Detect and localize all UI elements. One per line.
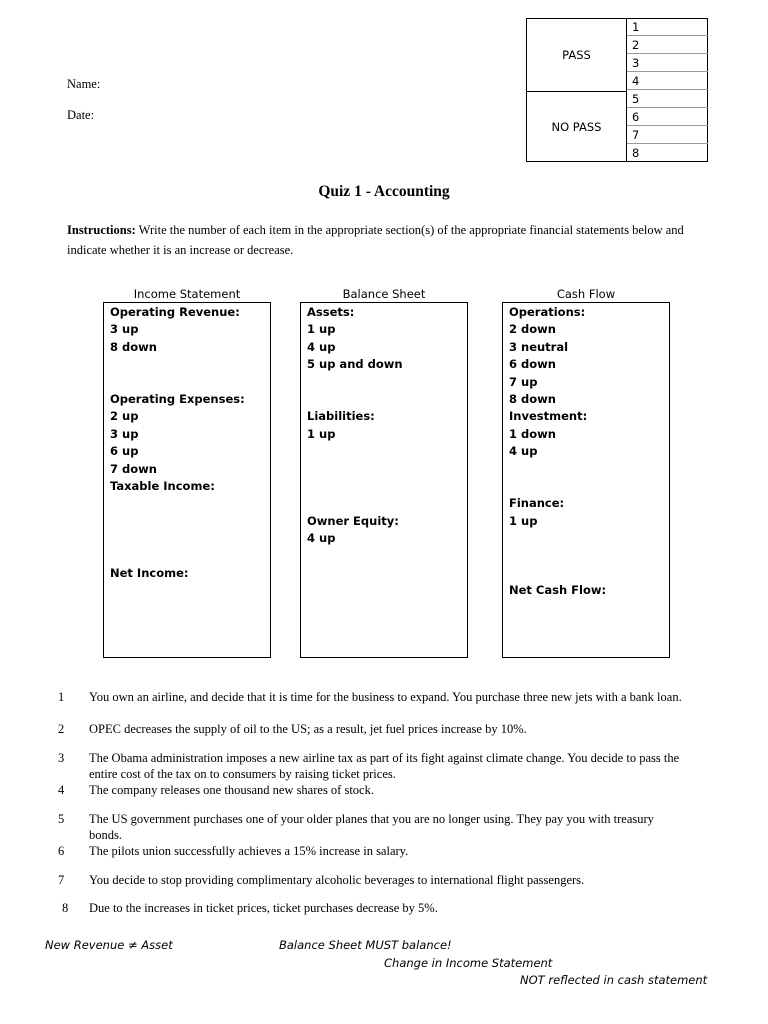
statement-line: 7 up xyxy=(509,374,538,389)
grade-cell: 3 xyxy=(627,55,708,72)
statement-line: Finance: xyxy=(509,496,565,511)
statement-line: 1 down xyxy=(509,426,556,441)
statement-line: Assets: xyxy=(307,305,355,319)
instructions-text: Write the number of each item in the appropriate section(s) of the appropriate financial statements below and indicate whether it is an increase or decrease. xyxy=(67,223,684,257)
statement-line: 7 down xyxy=(110,461,157,476)
statement-line: 2 up xyxy=(110,409,139,424)
statement-line: Investment: xyxy=(509,409,588,424)
statement-line: 3 neutral xyxy=(509,339,569,354)
page-title: Quiz 1 - Accounting xyxy=(318,183,450,200)
statement-line: 2 down xyxy=(509,322,556,337)
grade-cell: 4 xyxy=(627,73,708,90)
statement-line: Operating Revenue: xyxy=(110,305,240,319)
balance-sheet-title: Balance Sheet xyxy=(342,287,426,301)
statement-line: 5 up and down xyxy=(307,357,403,372)
income-statement-box xyxy=(103,302,271,658)
grade-cell: 1 xyxy=(627,19,708,36)
statement-line: Operations: xyxy=(509,305,586,319)
cash-flow-box xyxy=(502,302,670,658)
statement-line: 4 up xyxy=(509,444,538,459)
grade-table xyxy=(526,18,708,162)
cash-flow-title: Cash Flow xyxy=(556,287,616,301)
instructions-label: Instructions: xyxy=(67,223,136,237)
statement-line: Operating Expenses: xyxy=(110,392,245,406)
note-revenue-asset: New Revenue ≠ Asset xyxy=(45,938,173,952)
statement-line: 8 down xyxy=(509,392,556,406)
income-statement-title: Income Statement xyxy=(133,287,241,301)
balance-sheet-box xyxy=(300,302,468,658)
pass-label: PASS xyxy=(562,48,591,62)
statement-line: 6 down xyxy=(509,357,556,372)
note-cash-statement: NOT reflected in cash statement xyxy=(520,973,708,987)
instructions xyxy=(67,220,707,260)
grade-cell: 8 xyxy=(632,146,640,160)
name-label: Name: xyxy=(67,77,101,91)
statement-line: Net Cash Flow: xyxy=(509,583,607,598)
statement-line: Liabilities: xyxy=(307,409,375,424)
statement-line: 4 up xyxy=(307,339,336,354)
statement-line: Taxable Income: xyxy=(110,479,215,493)
grade-cell: 6 xyxy=(627,109,708,126)
grade-cell: 2 xyxy=(627,37,708,54)
statement-line: 1 up xyxy=(307,426,336,441)
statement-line: Owner Equity: xyxy=(307,513,399,528)
statement-line: 8 down xyxy=(110,339,157,354)
statement-line: 1 up xyxy=(307,322,336,337)
note-income-change: Change in Income Statement xyxy=(384,956,553,970)
statement-line: 6 up xyxy=(110,444,139,459)
statement-line: 3 up xyxy=(110,426,139,441)
statement-line: 1 up xyxy=(509,513,538,528)
statement-line: 3 up xyxy=(110,322,139,337)
no-pass-label: NO PASS xyxy=(551,120,602,134)
date-label: Date: xyxy=(67,108,95,122)
note-balance: Balance Sheet MUST balance! xyxy=(279,938,452,952)
statement-line: Net Income: xyxy=(110,566,189,580)
grade-cell: 5 xyxy=(627,91,708,108)
grade-cell: 7 xyxy=(627,127,708,144)
statement-line: 4 up xyxy=(307,531,336,546)
